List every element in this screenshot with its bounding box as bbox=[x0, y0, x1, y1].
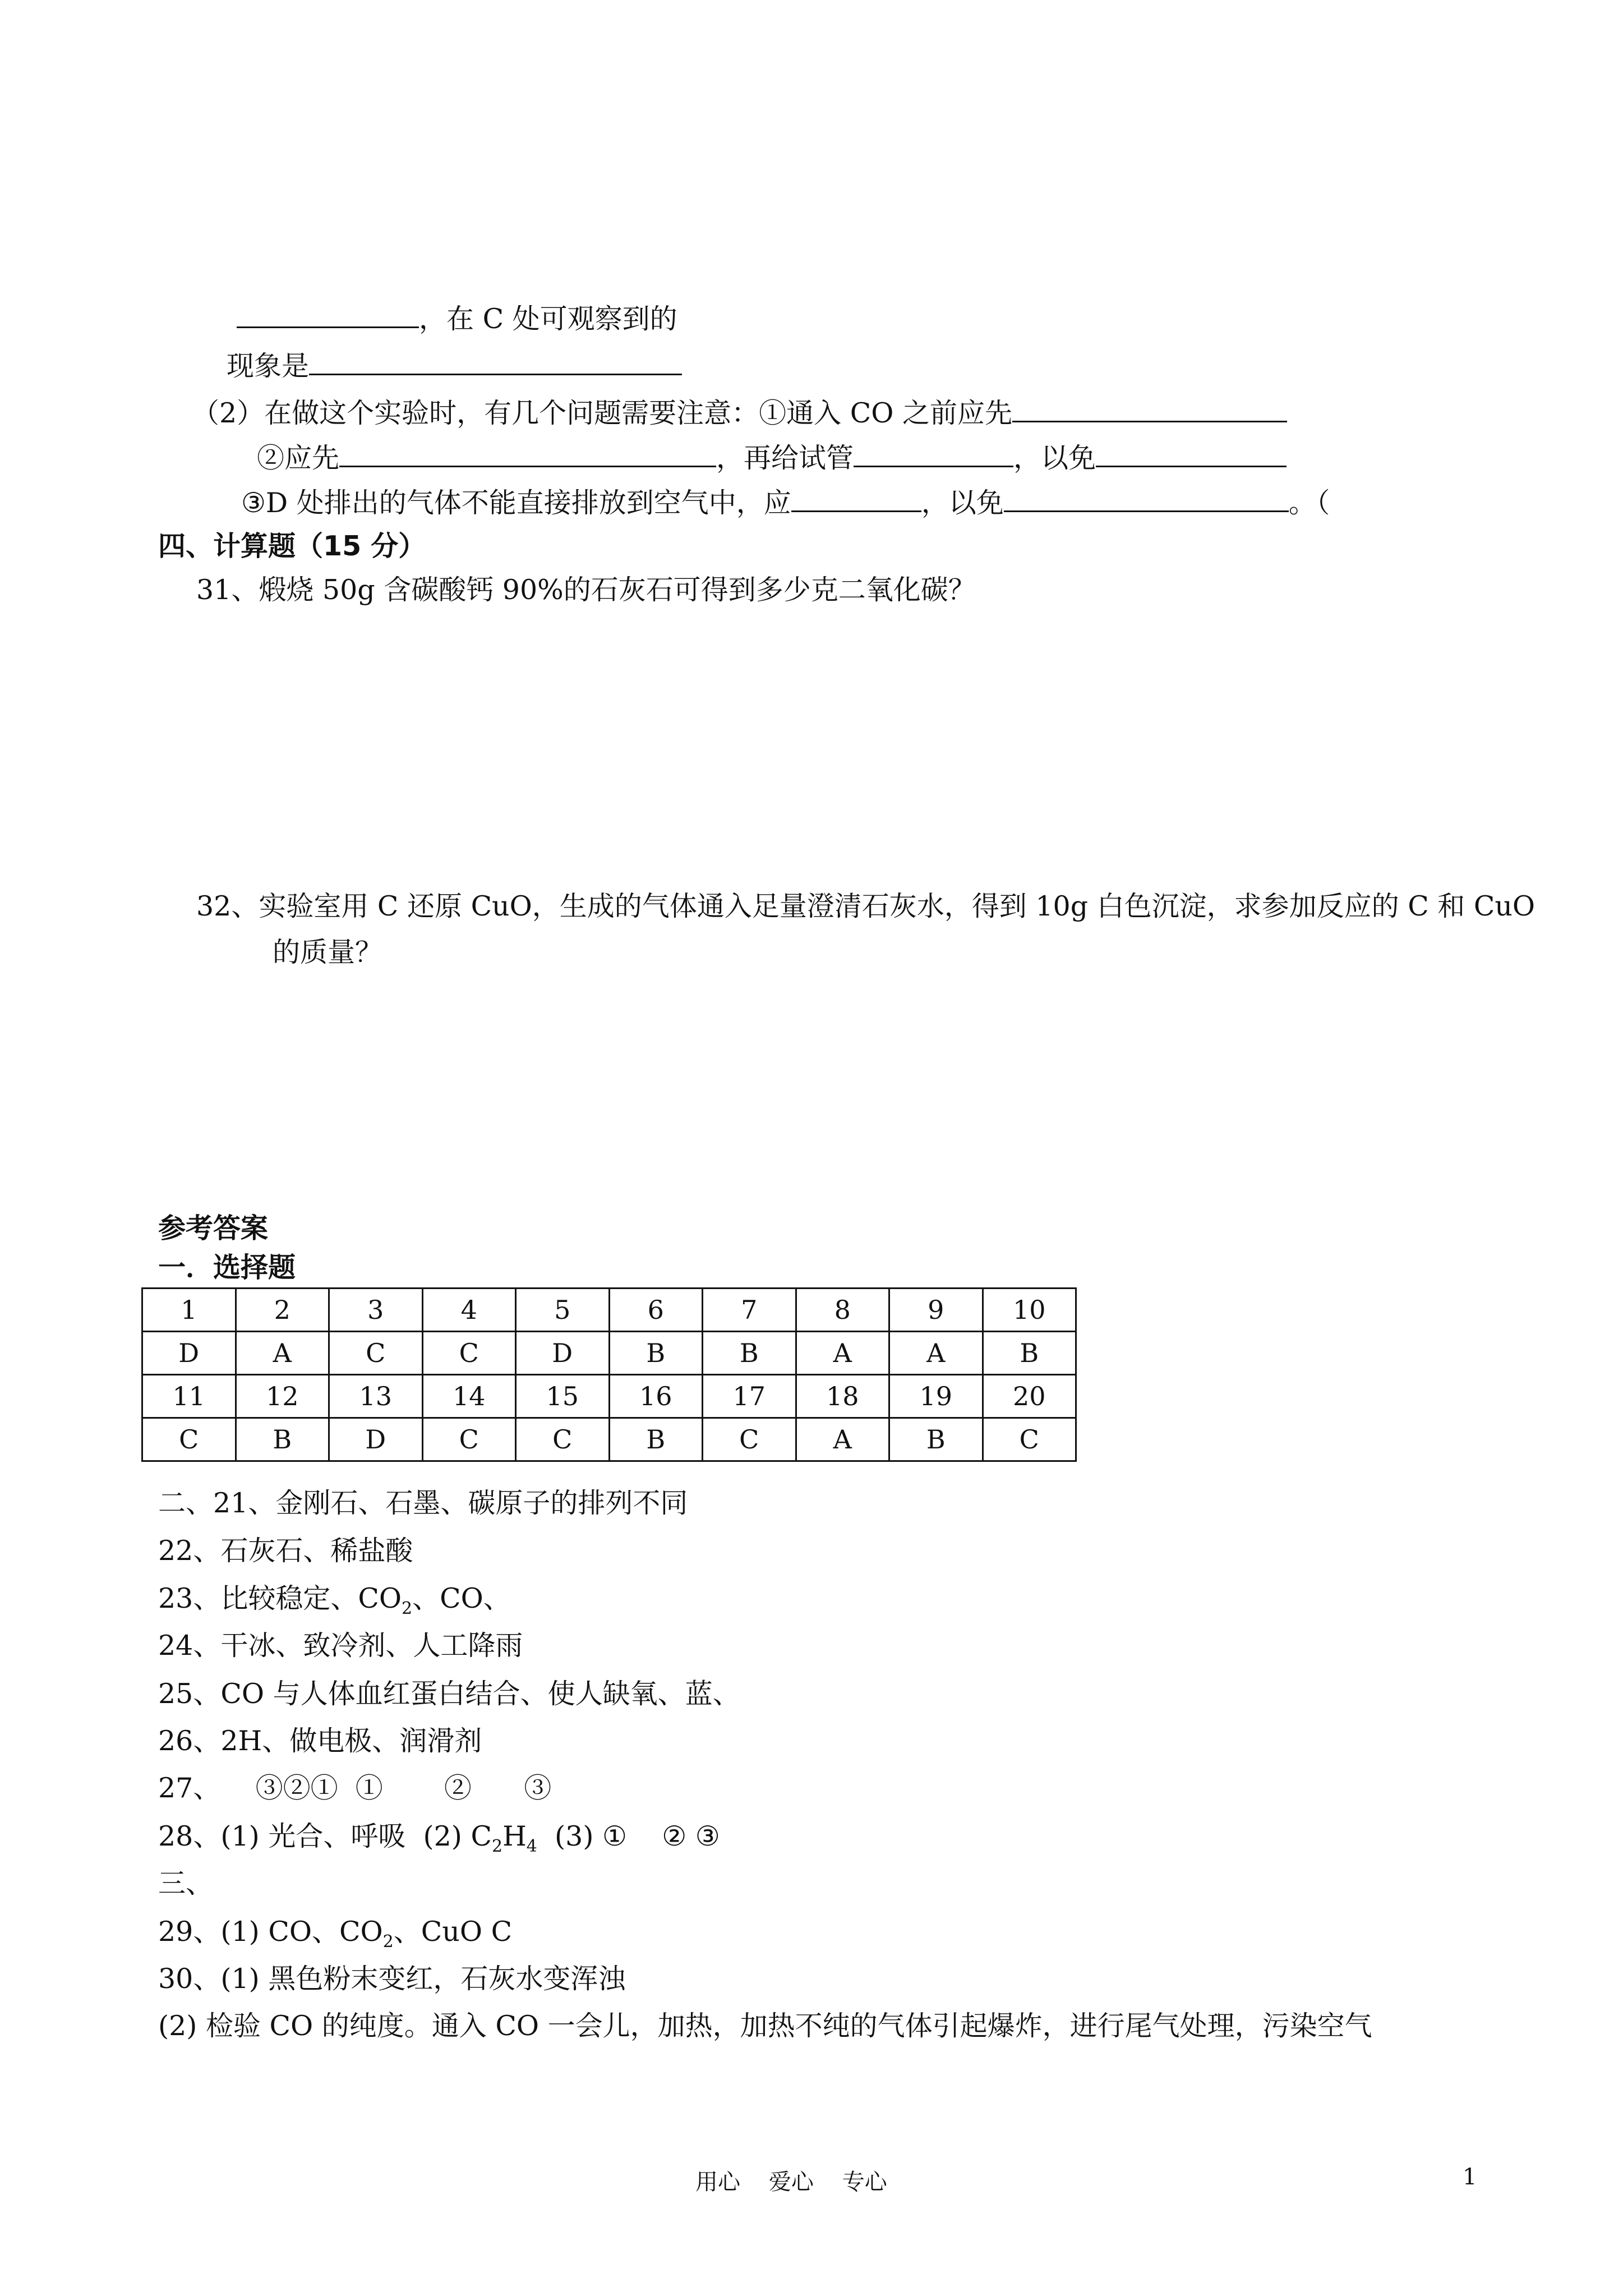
footer-slogan: 用心 爱心 专心 bbox=[695, 2169, 887, 2195]
answer-29: 29、(1) CO、$CO_2$、CuO C bbox=[158, 1916, 513, 1952]
table-row: C B D C C B C A B C bbox=[142, 1418, 1076, 1461]
answer-blank[interactable] bbox=[1004, 485, 1289, 512]
q30-part2-line3: ③D 处排出的气体不能直接排放到空气中，应 ，以免 。（ bbox=[241, 485, 1330, 520]
table-row: D A C C D B B A A B bbox=[142, 1332, 1076, 1375]
section3-marker: 三、 bbox=[158, 1867, 214, 1899]
mc-title: 一．选择题 bbox=[158, 1251, 296, 1283]
question-32-line2: 的质量？ bbox=[273, 936, 383, 968]
answer-28: 28、(1) 光合、呼吸 (2) $C_2H_4$ (3) ① ② ③ bbox=[158, 1820, 720, 1856]
q30-part2-line1: （2）在做这个实验时，有几个问题需要注意：①通入 CO 之前应先 bbox=[192, 395, 1287, 430]
answer-23: 23、比较稳定、$CO_2$、CO、 bbox=[158, 1582, 511, 1618]
answers-title: 参考答案 bbox=[158, 1212, 269, 1244]
q30-part2-line2: ②应先 ，再给试管 ，以免 bbox=[257, 440, 1287, 475]
question-32-line1: 32、实验室用 C 还原 CuO，生成的气体通入足量澄清石灰水，得到 10g 白色沉淀，求参加反应的 C 和 CuO bbox=[196, 890, 1536, 922]
answer-blank[interactable] bbox=[854, 440, 1013, 467]
answer-22: 22、石灰石、稀盐酸 bbox=[158, 1535, 413, 1567]
answer-25: 25、CO 与人体血红蛋白结合、使人缺氧、蓝、 bbox=[158, 1678, 740, 1710]
answer-blank[interactable] bbox=[1096, 440, 1287, 467]
answer-blank[interactable] bbox=[791, 485, 921, 512]
question-31: 31、煅烧 50g 含碳酸钙 90%的石灰石可得到多少克二氧化碳？ bbox=[196, 574, 976, 606]
answer-24: 24、干冰、致冷剂、人工降雨 bbox=[158, 1630, 523, 1662]
q30-line2: 现象是 bbox=[227, 348, 682, 383]
answer-30: 30、(1) 黑色粉末变红，石灰水变浑浊 bbox=[158, 1963, 626, 1995]
answer-blank[interactable] bbox=[339, 440, 716, 467]
answer-26: 26、2H、做电极、润滑剂 bbox=[158, 1725, 482, 1757]
table-row: 1 2 3 4 5 6 7 8 9 10 bbox=[142, 1289, 1076, 1332]
table-row: 11 12 13 14 15 16 17 18 19 20 bbox=[142, 1375, 1076, 1418]
answer-30-part2: (2) 检验 CO 的纯度。通入 CO 一会儿，加热，加热不纯的气体引起爆炸，进行尾气处理，污染空气 bbox=[158, 2010, 1372, 2042]
answer-21: 二、21、金刚石、石墨、碳原子的排列不同 bbox=[158, 1487, 688, 1519]
answer-blank[interactable] bbox=[309, 348, 682, 375]
answer-blank[interactable] bbox=[237, 301, 419, 328]
page-number: 1 bbox=[1463, 2164, 1477, 2190]
answer-blank[interactable] bbox=[1012, 395, 1287, 422]
answer-27: 27、 ③②① ① ② ③ bbox=[158, 1772, 552, 1804]
q30-line1: ，在 C 处可观察到的 bbox=[237, 301, 677, 336]
section4-title: 四、计算题（15 分） bbox=[158, 530, 426, 562]
answer-table bbox=[141, 1287, 1077, 1462]
